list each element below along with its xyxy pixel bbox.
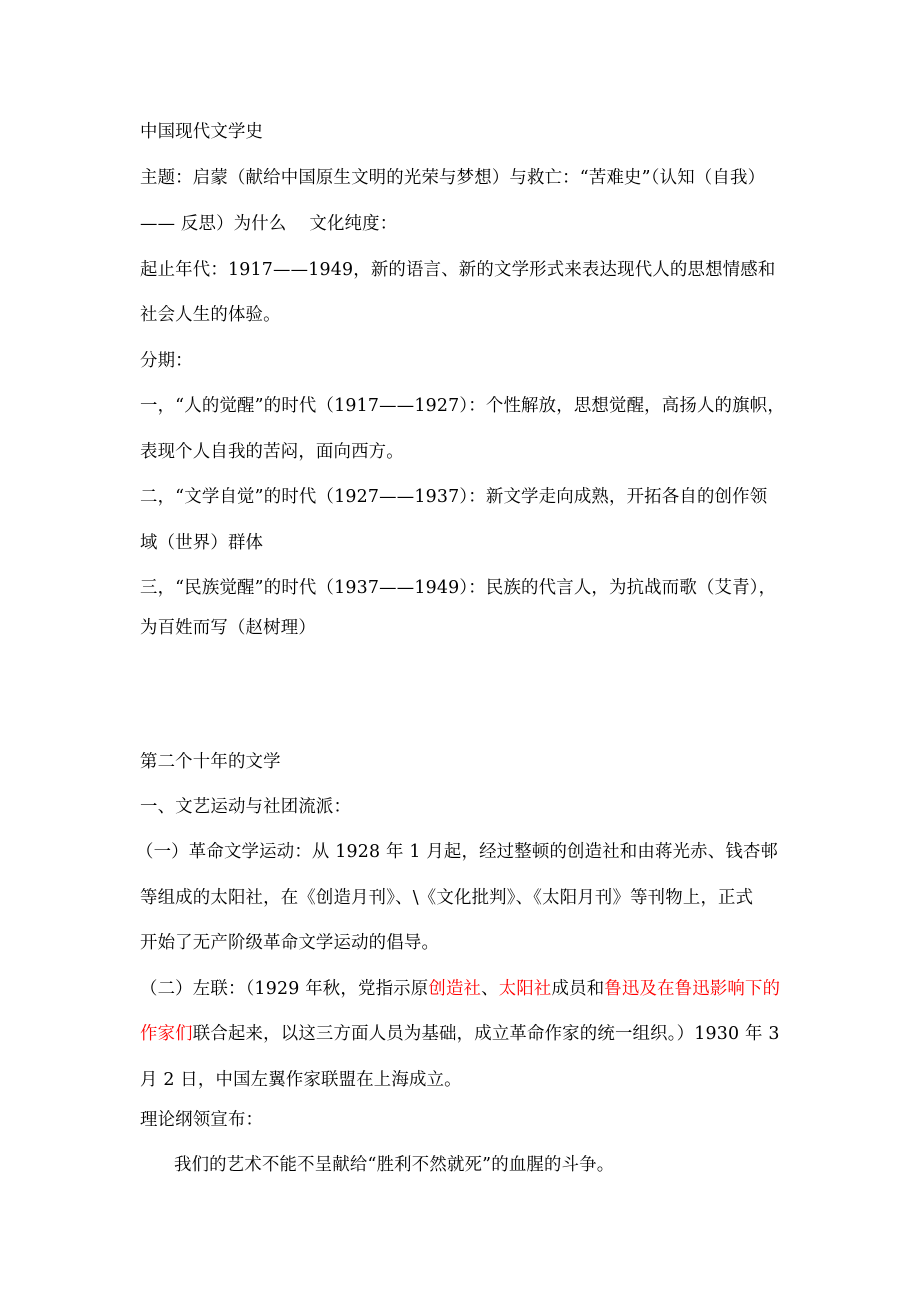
highlighted-text: 创造社 — [428, 979, 482, 999]
text-line — [140, 617, 316, 639]
text-line — [140, 350, 193, 372]
text-segment: 起止年代：1917——1949，新的语言、新的文学形式来表达现代人的思想情感和 — [140, 260, 776, 280]
text-segment: 等组成的太阳社，在《创造月刊》、\《文化批判》、《太阳月刊》等刊物上，正式 — [140, 888, 754, 908]
text-segment: 开始了无产阶级革命文学运动的倡导。 — [140, 933, 440, 953]
text-line — [140, 577, 776, 599]
text-segment: 中国现代文学史 — [140, 122, 264, 142]
text-line — [140, 532, 263, 554]
text-line — [140, 395, 785, 417]
text-segment: —— 反思）为什么 文化纯度： — [140, 214, 398, 234]
text-segment: 一、文艺运动与社团流派： — [140, 797, 352, 817]
text-segment: 表现个人自我的苦闷，面向西方。 — [140, 442, 404, 462]
text-segment: 理论纲领宣布： — [140, 1110, 264, 1130]
text-segment: 二，“文学自觉”的时代（1927——1937）：新文学走向成熟，开拓各自的创作领 — [140, 487, 768, 507]
text-line — [140, 887, 753, 909]
highlighted-text: 太阳社 — [498, 979, 552, 999]
text-segment: 第二个十年的文学 — [140, 752, 281, 772]
text-line — [140, 213, 397, 235]
section-heading — [140, 121, 263, 143]
text-segment: 分期： — [140, 351, 193, 371]
text-segment: 主题：启蒙（献给中国原生文明的光荣与梦想）与救亡：“苦难史”（认知（自我） — [140, 168, 766, 188]
text-line — [140, 1023, 780, 1045]
highlighted-text: 鲁迅及在鲁迅影响下的 — [604, 979, 781, 999]
text-segment: （二）左联：（1929 年秋，党指示原 — [140, 979, 429, 999]
text-line — [140, 978, 780, 1000]
text-line — [140, 932, 439, 954]
text-line — [140, 796, 351, 818]
text-line — [140, 1069, 462, 1091]
text-segment: 三，“民族觉醒”的时代（1937——1949）：民族的代言人，为抗战而歌（艾青）， — [140, 578, 777, 598]
text-line — [140, 304, 281, 326]
text-line — [140, 1109, 263, 1131]
text-segment: 联合起来，以这三方面人员为基础，成立革命作家的统一组织。）1930 年 3 — [192, 1024, 780, 1044]
text-segment: 域（世界）群体 — [140, 533, 264, 553]
text-line — [140, 486, 767, 508]
text-line — [174, 1154, 614, 1176]
text-line — [140, 167, 765, 189]
text-segment: 我们的艺术不能不呈献给“胜利不然就死”的血腥的斗争。 — [174, 1155, 615, 1175]
text-line — [140, 259, 775, 281]
section-heading — [140, 751, 281, 773]
text-segment: 一，“人的觉醒”的时代（1917——1927）：个性解放，思想觉醒，高扬人的旗帜， — [140, 396, 785, 416]
text-segment: （一）革命文学运动：从 1928 年 1 月起，经过整顿的创造社和由蒋光赤、钱杏邨 — [136, 842, 779, 862]
text-line — [140, 441, 404, 463]
highlighted-text: 作家们 — [140, 1024, 193, 1044]
text-segment: 、 — [481, 979, 499, 999]
text-segment: 社会人生的体验。 — [140, 305, 281, 325]
text-segment: 为百姓而写（赵树理） — [140, 618, 316, 638]
text-segment: 月 2 日，中国左翼作家联盟在上海成立。 — [140, 1070, 462, 1090]
text-line — [136, 841, 778, 863]
text-segment: 成员和 — [551, 979, 605, 999]
